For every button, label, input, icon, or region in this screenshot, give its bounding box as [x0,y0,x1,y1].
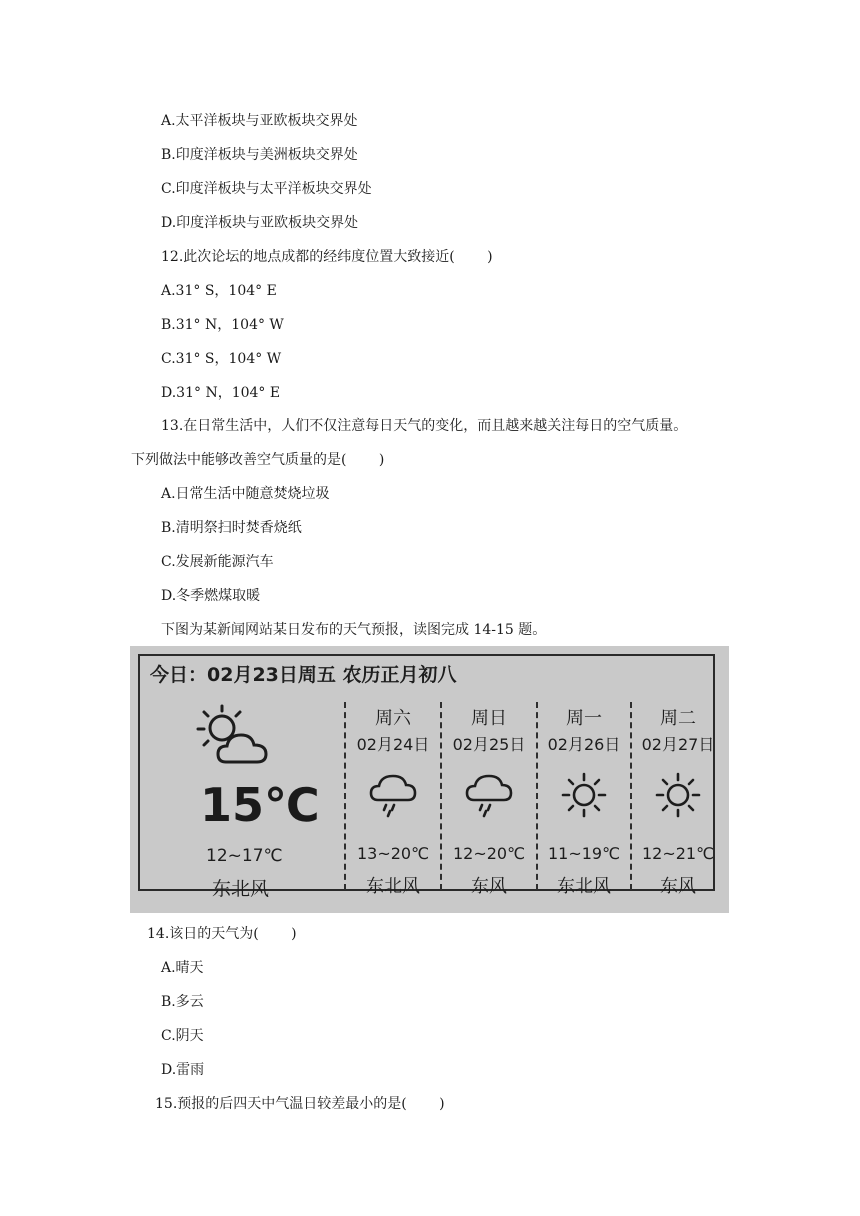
forecast-wind: 东风 [471,876,507,897]
weather-forecast-figure [130,646,729,913]
forecast-temperature-range: 11~19℃ [547,844,621,863]
option-a: A.太平洋板块与亚欧板块交界处 [161,113,358,129]
rain-cloud-icon [464,772,514,822]
current-temperature: 15℃ [200,778,320,832]
forecast-day [442,700,536,896]
today-wind: 东北风 [212,878,270,900]
question-13: 13.在日常生活中，人们不仅注意每日天气的变化，而且越来越关注每日的空气质量。 [161,418,688,434]
forecast-day [537,700,631,896]
q14-option-d: D.雷雨 [161,1062,205,1078]
figure-intro: 下图为某新闻网站某日发布的天气预报，读图完成 14-15 题。 [161,622,547,638]
forecast-date: 02月25日 [452,735,526,754]
q12-option-d: D.31° N，104° E [161,385,281,401]
forecast-weekday: 周六 [375,708,411,729]
sun-icon [559,772,609,822]
option-d: D.印度洋板块与亚欧板块交界处 [161,215,359,231]
forecast-temperature-range: 12~21℃ [641,844,715,863]
question-12: 12.此次论坛的地点成都的经纬度位置大致接近( ) [161,249,493,265]
question-14: 14.该日的天气为( ) [147,926,297,942]
forecast-temperature-range: 13~20℃ [356,844,430,863]
forecast-date: 02月26日 [547,735,621,754]
question-15: 15.预报的后四天中气温日较差最小的是( ) [155,1096,445,1112]
q14-option-b: B.多云 [161,994,204,1010]
forecast-date: 02月24日 [356,735,430,754]
rain-cloud-icon [368,772,418,822]
forecast-weekday: 周二 [660,708,696,729]
q14-option-a: A.晴天 [161,960,204,976]
q12-option-a: A.31° S，104° E [161,283,277,299]
q12-option-c: C.31° S，104° W [161,351,282,367]
q13-option-c: C.发展新能源汽车 [161,554,274,570]
question-13-continued: 下列做法中能够改善空气质量的是( ) [131,452,385,468]
forecast-header: 今日：02月23日周五 农历正月初八 [150,664,457,686]
partly-cloudy-icon [194,702,276,776]
q13-option-a: A.日常生活中随意焚烧垃圾 [161,486,330,502]
forecast-wind: 东北风 [557,876,611,897]
forecast-temperature-range: 12~20℃ [452,844,526,863]
today-temperature-range: 12~17℃ [206,846,283,866]
forecast-wind: 东风 [660,876,696,897]
sun-icon [653,772,703,822]
q13-option-b: B.清明祭扫时焚香烧纸 [161,520,302,536]
forecast-weekday: 周日 [471,708,507,729]
q12-option-b: B.31° N，104° W [161,317,284,333]
q13-option-d: D.冬季燃煤取暖 [161,588,261,604]
forecast-date: 02月27日 [641,735,715,754]
option-c: C.印度洋板块与太平洋板块交界处 [161,181,372,197]
option-b: B.印度洋板块与美洲板块交界处 [161,147,358,163]
forecast-day [346,700,440,896]
forecast-weekday: 周一 [566,708,602,729]
forecast-frame [138,654,715,900]
forecast-wind: 东北风 [366,876,420,897]
q14-option-c: C.阴天 [161,1028,204,1044]
today-panel [140,696,338,900]
forecast-day [631,700,725,896]
